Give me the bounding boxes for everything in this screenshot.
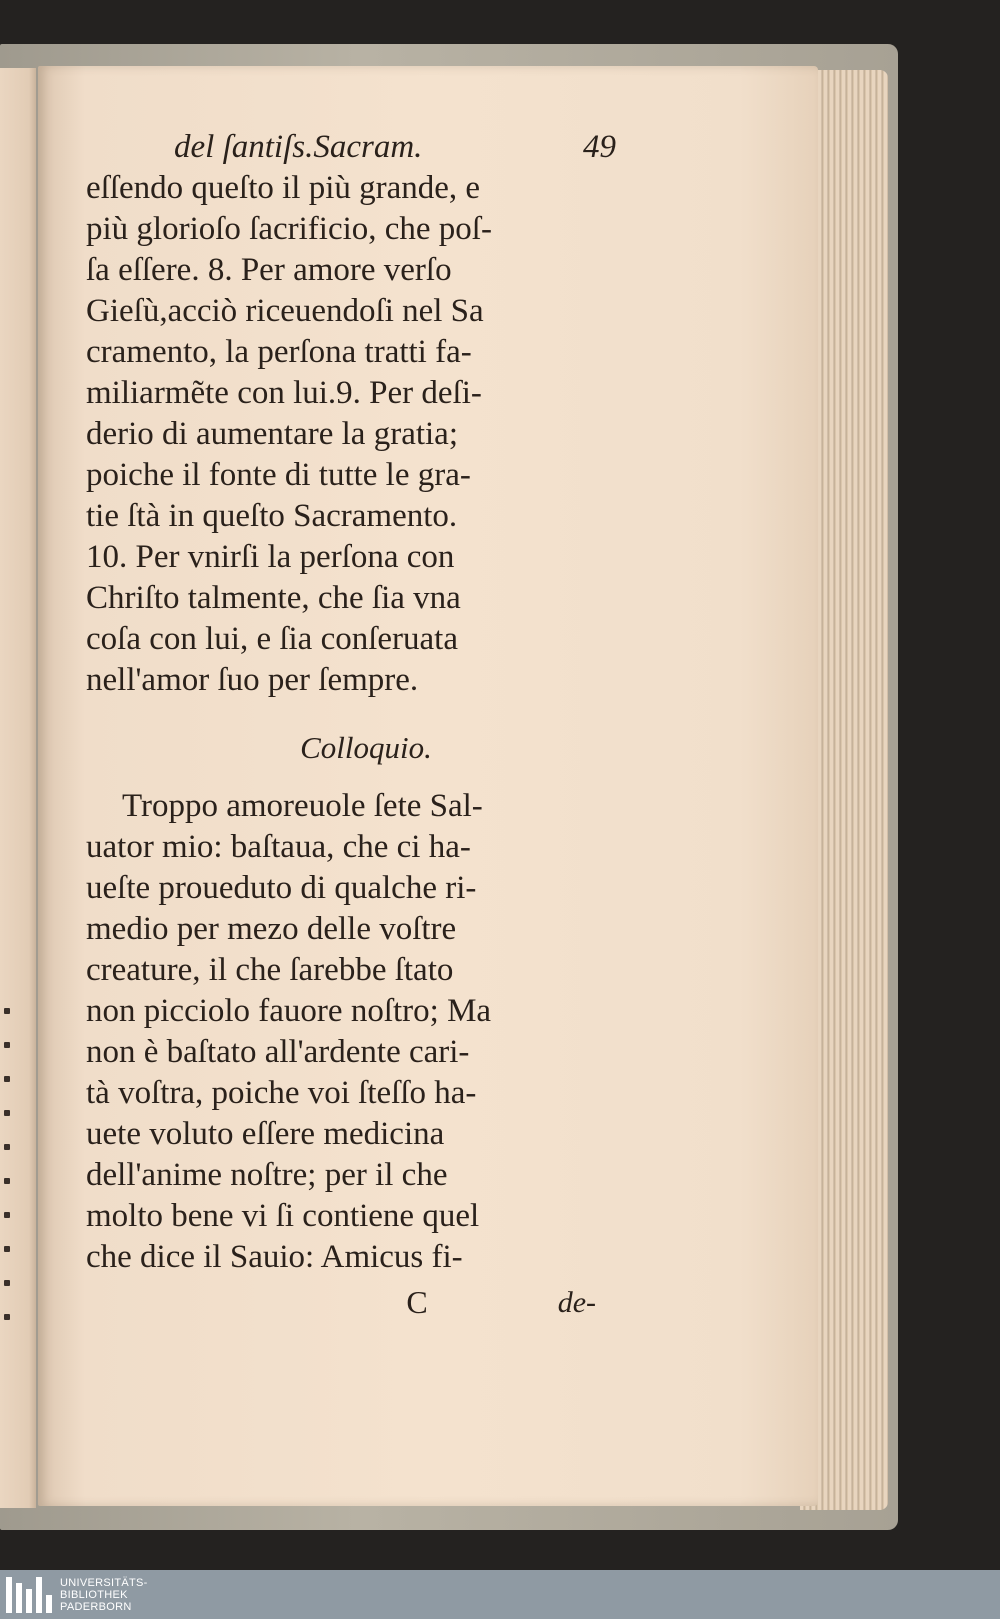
text-line: eſſendo queſto il più grande, e xyxy=(86,170,481,206)
page-footer-marks xyxy=(86,1282,646,1323)
text-line: dell'anime noſtre; per il che xyxy=(86,1157,448,1193)
text-line: 10. Per vnirſi la perſona con xyxy=(86,539,455,575)
text-line: ueſte proueduto di qualche ri- xyxy=(86,870,477,906)
text-line: più glorioſo ſacrificio, che poſ- xyxy=(86,211,492,247)
text-line: derio di aumentare la gratia; xyxy=(86,416,458,452)
library-logo-icon xyxy=(6,1577,52,1613)
running-head-title: del ſantiſs.Sacram. xyxy=(174,129,423,165)
catchword: de- xyxy=(557,1286,596,1319)
logo-line: BIBLIOTHEK xyxy=(60,1588,128,1601)
text-line: cramento, la perſona tratti fa- xyxy=(86,334,472,370)
text-line: ſa eſſere. 8. Per amore verſo xyxy=(86,252,452,288)
signature-mark: C xyxy=(406,1284,428,1320)
bleed-through-marks xyxy=(0,1008,14,1388)
text-line: medio per mezo delle voſtre xyxy=(86,911,457,947)
text-line: nell'amor ſuo per ſempre. xyxy=(86,662,419,698)
text-line: non picciolo fauore noſtro; Ma xyxy=(86,993,492,1029)
page-number: 49 xyxy=(583,129,616,165)
text-line: uete voluto eſſere medicina xyxy=(86,1116,445,1152)
book-page xyxy=(38,66,818,1506)
text-line: poiche il fonte di tutte le gra- xyxy=(86,457,471,493)
text-line: uator mio: baſtaua, che ci ha- xyxy=(86,829,471,865)
library-logo-text xyxy=(60,1577,148,1613)
text-line: miliarmẽte con lui.9. Per deſi- xyxy=(86,375,482,411)
text-line: tie ſtà in queſto Sacramento. xyxy=(86,498,458,534)
logo-line: UNIVERSITÄTS- xyxy=(60,1576,148,1589)
text-line: creature, il che ſarebbe ſtato xyxy=(86,952,454,988)
text-line: Gieſù,acciò riceuendoſi nel Sa xyxy=(86,293,484,329)
logo-line: PADERBORN xyxy=(60,1600,132,1613)
page-text xyxy=(86,126,646,1323)
library-footer-bar xyxy=(0,1570,1000,1619)
text-line: tà voſtra, poiche voi ſteſſo ha- xyxy=(86,1075,477,1111)
body-paragraph xyxy=(86,168,646,701)
text-line: coſa con lui, e ſia conſeruata xyxy=(86,621,458,657)
text-line: che dice il Sauio: Amicus fi- xyxy=(86,1239,463,1275)
section-heading: Colloquio. xyxy=(300,730,432,765)
text-line: molto bene vi ſi contiene quel xyxy=(86,1198,480,1234)
text-line: Chriſto talmente, che ſia vna xyxy=(86,580,461,616)
text-line: non è baſtato all'ardente cari- xyxy=(86,1034,470,1070)
text-line: Troppo amoreuole ſete Sal- xyxy=(122,788,483,824)
left-page-edge xyxy=(0,68,36,1508)
colloquio-paragraph xyxy=(86,786,646,1278)
running-head xyxy=(86,126,646,168)
